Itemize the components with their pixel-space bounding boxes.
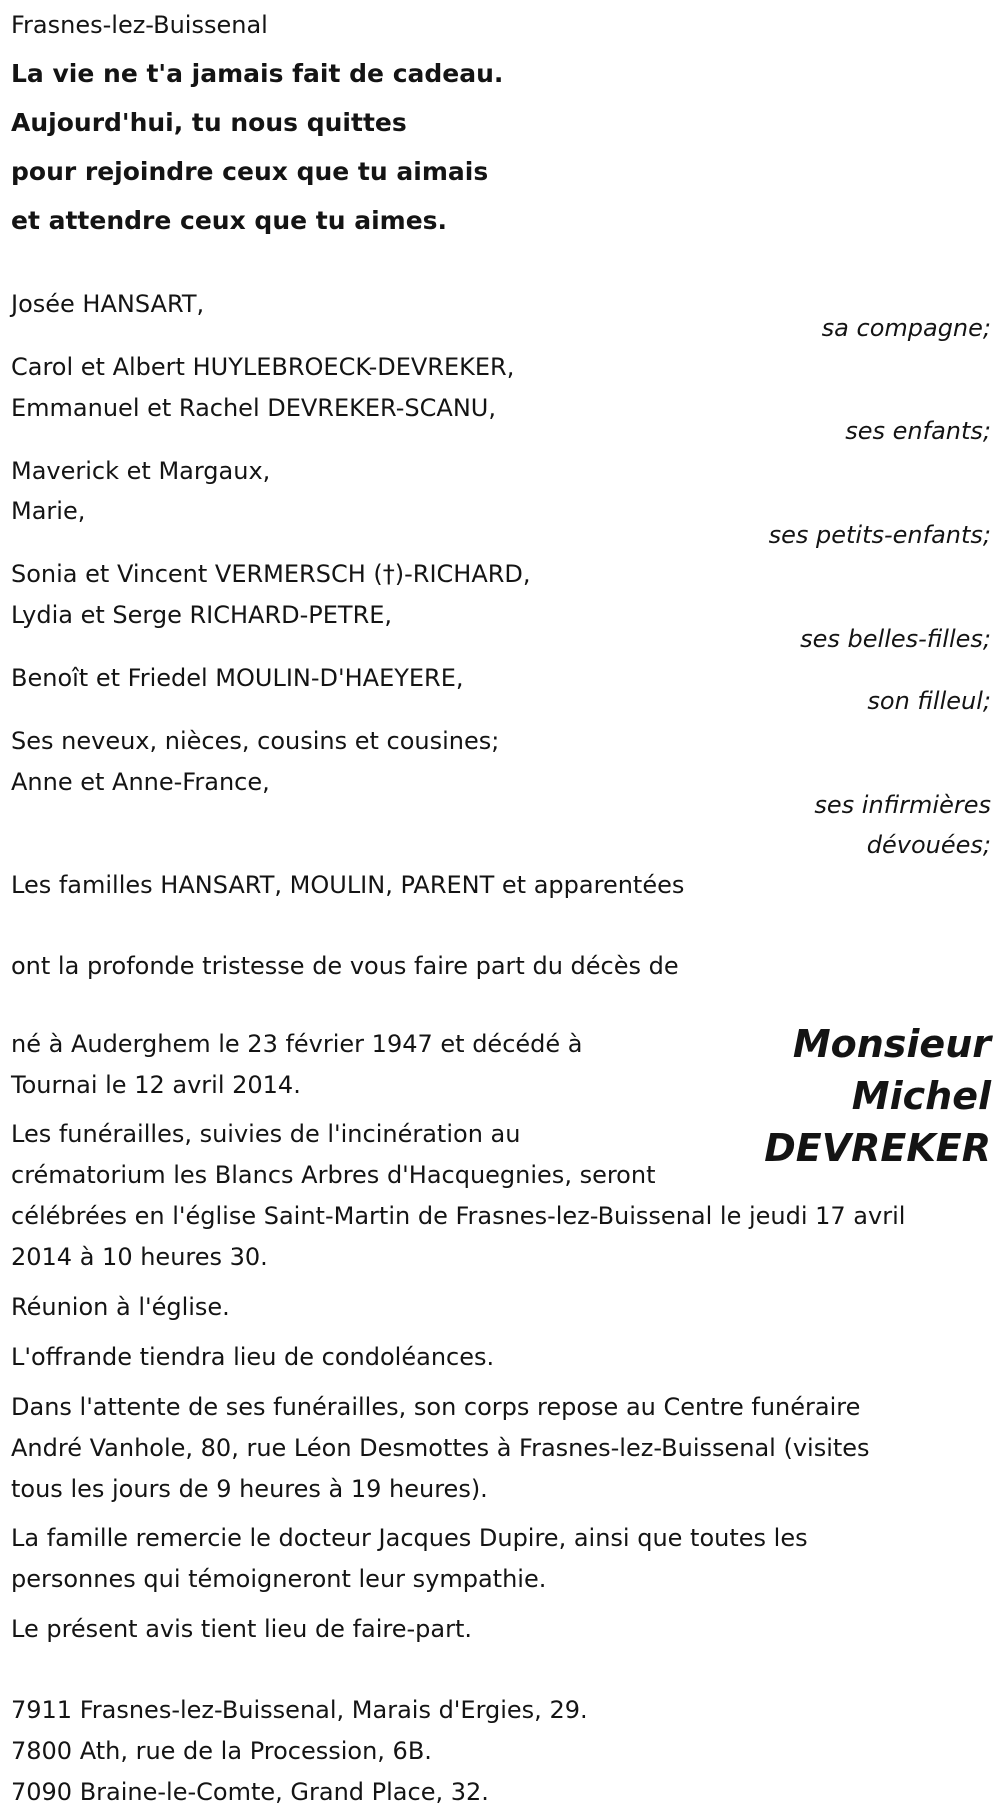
- families-line: Les familles HANSART, MOULIN, PARENT et apparentées: [11, 871, 685, 899]
- announcement: ont la profonde tristesse de vous faire part du décès de: [11, 952, 679, 980]
- poem-line: Aujourd'hui, tu nous quittes: [11, 108, 407, 137]
- family-name: Sonia et Vincent VERMERSCH (†)-RICHARD,: [11, 560, 531, 588]
- family-role: ses infirmières: [814, 791, 991, 819]
- family-name: Ses neveux, nièces, cousins et cousines;: [11, 727, 500, 755]
- family-role: ses petits-enfants;: [768, 521, 991, 549]
- repose-line: André Vanhole, 80, rue Léon Desmottes à Frasnes-lez-Buissenal (visites: [11, 1434, 870, 1462]
- family-role: son filleul;: [867, 687, 991, 715]
- birth-line: né à Auderghem le 23 février 1947 et décédé à: [11, 1030, 583, 1058]
- family-role: ses belles-filles;: [800, 625, 991, 653]
- deceased-title: Monsieur: [792, 1022, 991, 1066]
- family-name: Carol et Albert HUYLEBROECK-DEVREKER,: [11, 353, 515, 381]
- funeral-line: 2014 à 10 heures 30.: [11, 1243, 268, 1271]
- repose-line: tous les jours de 9 heures à 19 heures).: [11, 1475, 488, 1503]
- address-line: 7911 Frasnes-lez-Buissenal, Marais d'Ergies, 29.: [11, 1696, 588, 1724]
- poem-line: pour rejoindre ceux que tu aimais: [11, 157, 489, 186]
- address-line: 7800 Ath, rue de la Procession, 6B.: [11, 1737, 432, 1765]
- family-name: Maverick et Margaux,: [11, 457, 271, 485]
- family-name: Lydia et Serge RICHARD-PETRE,: [11, 601, 393, 629]
- family-name: Anne et Anne-France,: [11, 768, 270, 796]
- reunion-line: Réunion à l'église.: [11, 1293, 230, 1321]
- family-role: dévouées;: [866, 831, 991, 859]
- family-name: Emmanuel et Rachel DEVREKER-SCANU,: [11, 394, 496, 422]
- notice-line: Le présent avis tient lieu de faire-part.: [11, 1615, 473, 1643]
- address-line: 7090 Braine-le-Comte, Grand Place, 32.: [11, 1778, 489, 1806]
- poem-line: La vie ne t'a jamais fait de cadeau.: [11, 59, 504, 88]
- thanks-line: personnes qui témoigneront leur sympathie.: [11, 1565, 547, 1593]
- funeral-line: célébrées en l'église Saint-Martin de Frasnes-lez-Buissenal le jeudi 17 avril: [11, 1202, 906, 1230]
- thanks-line: La famille remercie le docteur Jacques Dupire, ainsi que toutes les: [11, 1524, 808, 1552]
- family-name: Marie,: [11, 497, 86, 525]
- repose-line: Dans l'attente de ses funérailles, son corps repose au Centre funéraire: [11, 1393, 861, 1421]
- offrande-line: L'offrande tiendra lieu de condoléances.: [11, 1343, 495, 1371]
- family-name: Josée HANSART,: [11, 290, 205, 318]
- funeral-line: crématorium les Blancs Arbres d'Hacquegnies, seront: [11, 1161, 656, 1189]
- deceased-name: [731, 1018, 991, 1174]
- family-name: Benoît et Friedel MOULIN-D'HAEYERE,: [11, 664, 464, 692]
- poem-line: et attendre ceux que tu aimes.: [11, 206, 448, 235]
- family-role: ses enfants;: [845, 417, 991, 445]
- town-heading: Frasnes-lez-Buissenal: [11, 11, 268, 39]
- funeral-line: Les funérailles, suivies de l'incinération au: [11, 1120, 521, 1148]
- birth-line: Tournai le 12 avril 2014.: [11, 1071, 301, 1099]
- deceased-firstname: Michel: [851, 1074, 991, 1118]
- deceased-lastname: DEVREKER: [764, 1126, 991, 1170]
- family-role: sa compagne;: [821, 314, 991, 342]
